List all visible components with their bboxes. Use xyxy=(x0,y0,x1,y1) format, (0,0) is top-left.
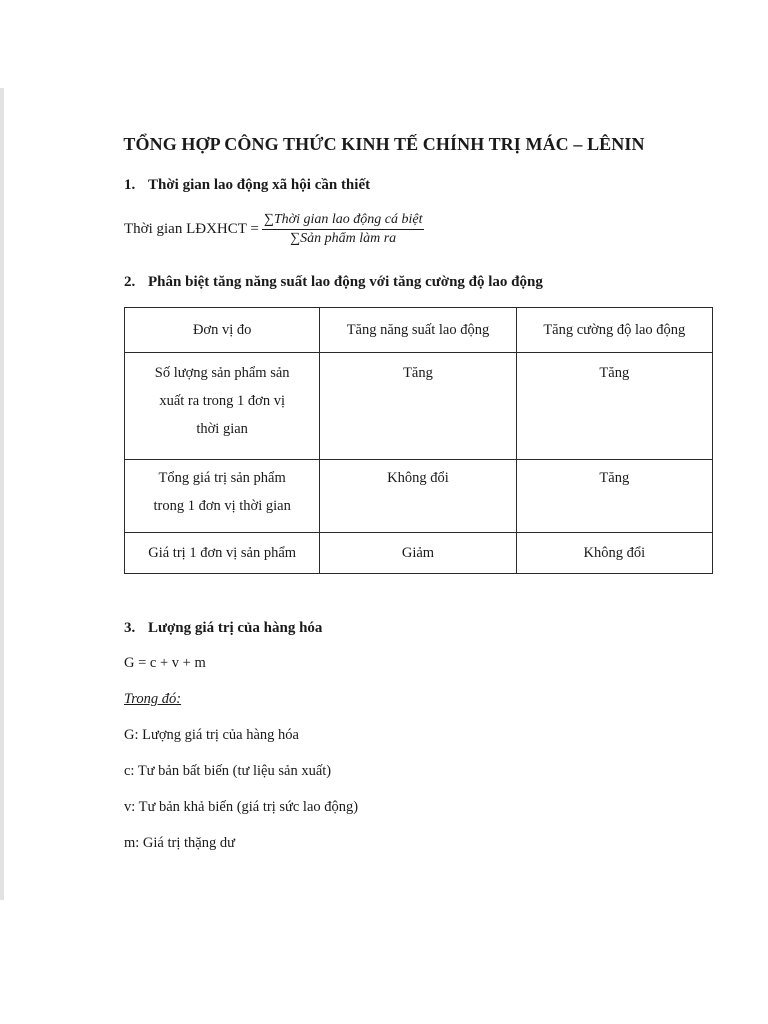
sigma-symbol: ∑ xyxy=(290,231,301,246)
section-1-heading xyxy=(124,177,370,194)
table-header-cell: Tăng năng suất lao động xyxy=(320,308,516,353)
comparison-table xyxy=(124,307,713,574)
table-row xyxy=(125,533,713,574)
table-cell-intensity: Tăng xyxy=(516,460,712,533)
table-header-cell: Tăng cường độ lao động xyxy=(516,308,712,353)
formula-numerator xyxy=(262,212,425,230)
note-label: Trong đó: xyxy=(124,691,182,707)
table-cell-productivity: Giảm xyxy=(320,533,516,574)
cell-line: xuất ra trong 1 đơn vị xyxy=(159,393,285,409)
definition-line: m: Giá trị thặng dư xyxy=(124,835,235,851)
table-row xyxy=(125,353,713,460)
table-row xyxy=(125,460,713,533)
definition-line: v: Tư bản khả biến (giá trị sức lao động) xyxy=(124,799,359,815)
section-2-heading xyxy=(124,274,543,291)
table-cell-productivity: Không đổi xyxy=(320,460,516,533)
section-1-number: 1. xyxy=(124,177,136,193)
table-cell-intensity: Tăng xyxy=(516,353,712,460)
table-header-row xyxy=(125,308,713,353)
definition-line: c: Tư bản bất biến (tư liệu sản xuất) xyxy=(124,763,332,779)
formula-ldxhct xyxy=(124,212,424,247)
section-1-title: Thời gian lao động xã hội cần thiết xyxy=(148,177,371,193)
cell-line: Tổng giá trị sản phẩm xyxy=(158,470,286,486)
formula-denominator xyxy=(288,230,398,247)
section-2-number: 2. xyxy=(124,274,136,290)
section-3-number: 3. xyxy=(124,620,136,636)
formula-fraction xyxy=(262,212,425,247)
cell-line: Số lượng sản phẩm sản xyxy=(154,365,290,381)
table-cell-intensity: Không đổi xyxy=(516,533,712,574)
cell-line: Giá trị 1 đơn vị sản phẩm xyxy=(148,545,297,561)
section-3-title: Lượng giá trị của hàng hóa xyxy=(148,620,323,636)
table-cell-measure xyxy=(125,353,320,460)
section-3-heading xyxy=(124,620,322,637)
cell-line: thời gian xyxy=(196,421,248,437)
formula-lhs: Thời gian LĐXHCT = xyxy=(124,221,259,237)
table-header-cell: Đơn vị đo xyxy=(125,308,320,353)
cell-line: trong 1 đơn vị thời gian xyxy=(153,498,291,514)
table-cell-measure xyxy=(125,533,320,574)
sigma-symbol: ∑ xyxy=(263,212,274,227)
table-cell-productivity: Tăng xyxy=(320,353,516,460)
definition-line: G: Lượng giá trị của hàng hóa xyxy=(124,727,299,743)
section-2-title: Phân biệt tăng năng suất lao động với tăng cường độ lao động xyxy=(148,274,543,290)
table-cell-measure xyxy=(125,460,320,533)
value-formula: G = c + v + m xyxy=(124,655,206,671)
document-title: TỔNG HỢP CÔNG THỨC KINH TẾ CHÍNH TRỊ MÁC – LÊNIN xyxy=(123,134,645,154)
numerator-text: Thời gian lao động cá biệt xyxy=(273,212,423,227)
denominator-text: Sản phẩm làm ra xyxy=(300,231,397,246)
